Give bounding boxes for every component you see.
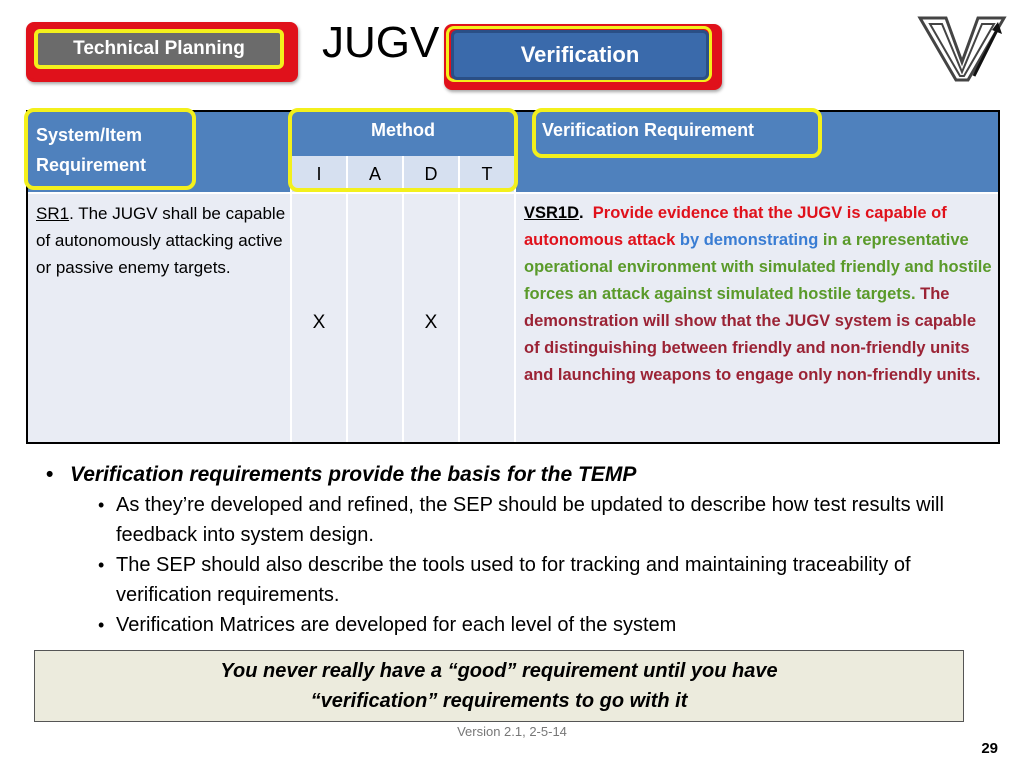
verification-requirement-header-label: Verification Requirement (542, 120, 755, 140)
method-mark-d: X (424, 312, 438, 333)
sr-text: . The JUGV shall be capable of autonomously attacking active or passive enemy targets. (36, 204, 286, 277)
version-footer: Version 2.1, 2-5-14 (457, 724, 567, 739)
method-mark-i: X (312, 312, 326, 333)
system-requirement-sr1 (36, 200, 286, 281)
method-col-i: I (292, 156, 346, 192)
vsr-id: VSR1D (524, 204, 580, 222)
system-item-header-label: System/Item Requirement (36, 125, 147, 175)
method-header-label: Method (371, 120, 435, 140)
technical-planning-tab[interactable] (34, 29, 284, 69)
bullet-list (40, 460, 1000, 640)
vsr-blue-text: by demonstrating (679, 231, 819, 249)
technical-planning-label: Technical Planning (73, 38, 245, 59)
verification-tab[interactable] (451, 30, 709, 80)
page-title: JUGV (322, 18, 440, 67)
bullet-sub: • Verification Matrices are developed for each level of the system (40, 610, 1000, 640)
vsr-green-text: in a representative operational environment with simulated friendly and hostile forces an attack against simulated hostile targets. (524, 231, 992, 303)
bullet-main: • Verification requirements provide the basis for the TEMP (40, 460, 1000, 490)
column-divider (458, 156, 460, 442)
bullet-sub: • As they’re developed and refined, the SEP should be updated to describe how test results will feedback into system design. (40, 490, 1000, 550)
quote-box (34, 650, 964, 722)
method-col-t: T (460, 156, 514, 192)
method-col-a: A (348, 156, 402, 192)
column-divider (402, 156, 404, 442)
sr-id: SR1 (36, 204, 70, 223)
verification-matrix-table (26, 110, 1000, 444)
page-number: 29 (981, 740, 998, 757)
system-item-highlight (24, 108, 196, 190)
column-divider (346, 156, 348, 442)
v-model-arrow-icon (916, 14, 1008, 84)
row-divider (28, 192, 998, 194)
verification-label: Verification (520, 42, 640, 67)
quote-line-1: You never really have a “good” requirement until you have (220, 660, 778, 682)
vsr-red-text: Provide evidence that the JUGV is capable of autonomous attack (524, 204, 947, 249)
verification-requirement-vsr1d (524, 200, 994, 389)
vsr-maroon-text: The demonstration will show that the JUGV system is capable of distinguishing between friendly and non-friendly units and launching weapons to engage only non-friendly units. (524, 285, 981, 384)
quote-line-2: “verification” requirements to go with it (310, 690, 688, 712)
method-col-d: D (404, 156, 458, 192)
verification-requirement-highlight (532, 108, 822, 158)
vsr-dot: . (579, 204, 584, 222)
method-highlight (288, 108, 518, 192)
bullet-sub: • The SEP should also describe the tools used to for tracking and maintaining traceability of verification requirements. (40, 550, 1000, 610)
